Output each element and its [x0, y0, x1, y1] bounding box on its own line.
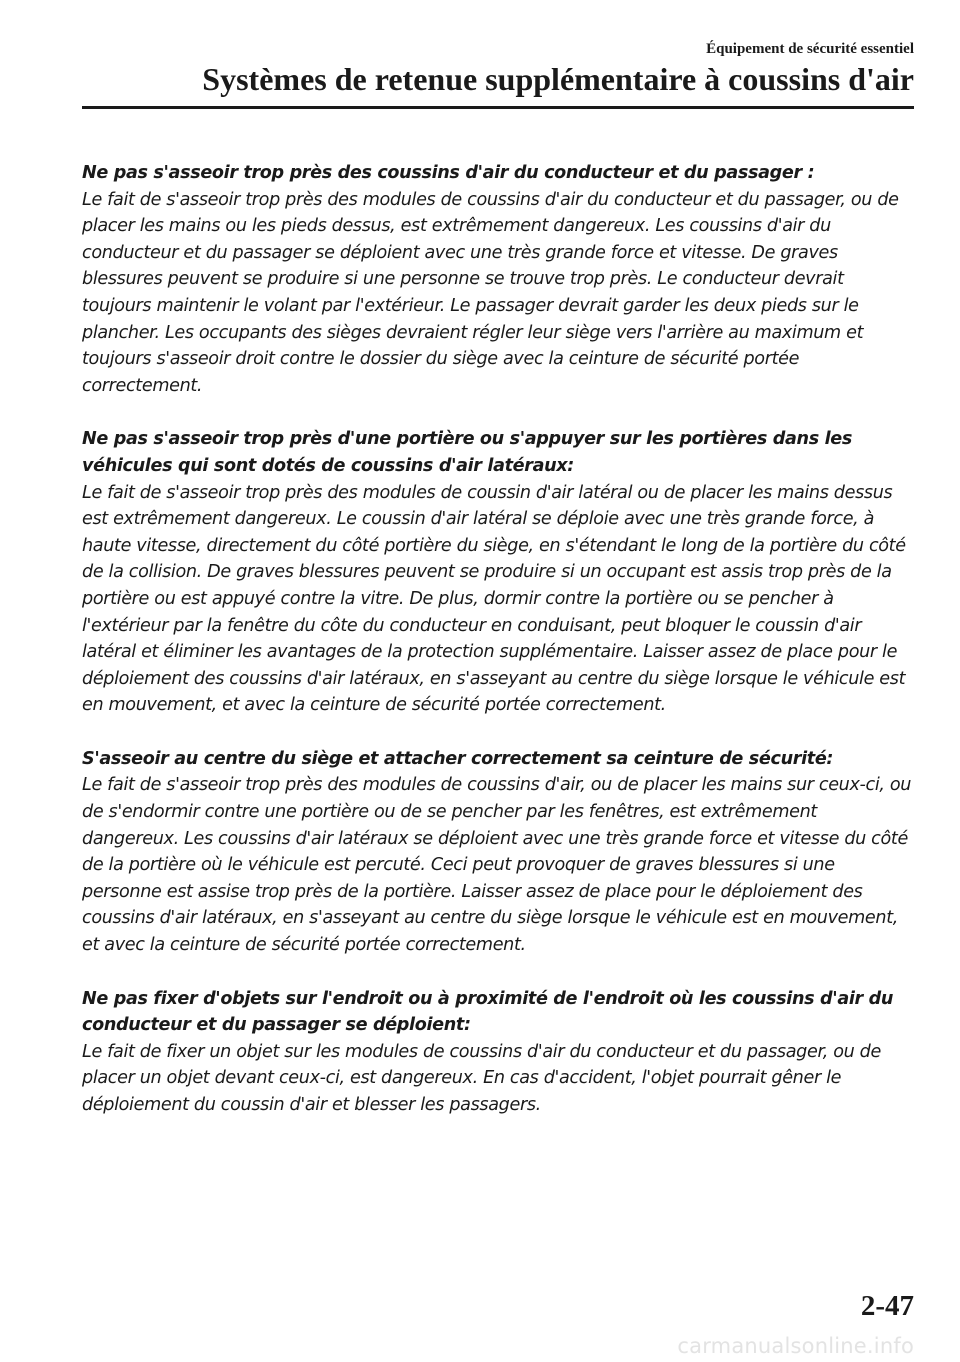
watermark: carmanualsonline.info [677, 1334, 914, 1358]
warning-block [82, 160, 914, 399]
warning-heading: Ne pas s'asseoir trop près d'une portière ou s'appuyer sur les portières dans les véhicules qui sont dotés de coussins d'air latéraux: [82, 429, 852, 476]
section-label: Équipement de sécurité essentiel [706, 41, 914, 57]
header-divider [82, 106, 914, 109]
warning-heading: Ne pas s'asseoir trop près des coussins d'air du conducteur et du passager : [82, 163, 815, 183]
warning-heading: Ne pas fixer d'objets sur l'endroit ou à proximité de l'endroit où les coussins d'air du conducteur et du passager se déploient: [82, 988, 894, 1036]
warning-heading: S'asseoir au centre du siège et attacher correctement sa ceinture de sécurité: [82, 748, 834, 769]
warning-content [82, 160, 914, 1146]
warning-body: Le fait de s'asseoir trop près des modules de coussin d'air latéral ou de placer les mains dessus est extrêmement dangereux. Le coussin d'air latéral se déploie avec une très grande force, à haute vitesse, directement du côté portière du siège, en s'étendant le long de la portière du côté de la collision. De graves blessures peuvent se produire si un occupant est assis trop près de la portière ou est appuyé contre la vitre. De plus, dormir contre la portière ou se pencher à l'extérieur par la fenêtre du côte du conducteur en conduisant, peut bloquer le coussin d'air latéral et éliminer les avantages de la protection supplémentaire. Laisser assez de place pour le déploiement des coussins d'air latéraux, en s'asseyant au centre du siège lorsque le véhicule est en mouvement, et avec la ceinture de sécurité portée correctement. [82, 482, 906, 716]
warning-body: Le fait de fixer un objet sur les modules de coussins d'air du conducteur et du passager, ou de placer un objet devant ceux-ci, est dangereux. En cas d'accident, l'objet pourrait gêner le déploiement du coussin d'air et blesser les passagers. [82, 1041, 881, 1115]
page-number: 2-47 [860, 1290, 914, 1322]
warning-block [82, 426, 914, 719]
page-header [202, 40, 914, 98]
warning-block [82, 986, 914, 1119]
chapter-title: Systèmes de retenue supplémentaire à coussins d'air [202, 61, 914, 97]
warning-body: Le fait de s'asseoir trop près des modules de coussins d'air, ou de placer les mains sur ceux-ci, ou de s'endormir contre une portière ou de se pencher par les fenêtres, est extrêmement dangereux. Les coussins d'air latéraux se déploient avec une très grande force et vitesse du côté de la portière où le véhicule est percuté. Ceci peut provoquer de graves blessures si une personne est assise trop près de la portière. Laisser assez de place pour le déploiement des coussins d'air latéraux, en s'asseyant au centre du siège lorsque le véhicule est en mouvement, et avec la ceinture de sécurité portée correctement. [82, 775, 912, 956]
warning-body: Le fait de s'asseoir trop près des modules de coussins d'air du conducteur et du passager, ou de placer les mains ou les pieds dessus, est extrêmement dangereux. Les coussins d'air du conducteur et du passager se déploient avec une très grande force et vitesse. De graves blessures peuvent se produire si une personne se trouve trop près. Le conducteur devrait toujours maintenir le volant par l'extérieur. Le passager devrait garder les deux pieds sur le plancher. Les occupants des sièges devraient régler leur siège vers l'arrière au maximum et toujours s'asseoir droit contre le dossier du siège avec la ceinture de sécurité portée correctement. [82, 189, 899, 396]
warning-block [82, 746, 914, 959]
